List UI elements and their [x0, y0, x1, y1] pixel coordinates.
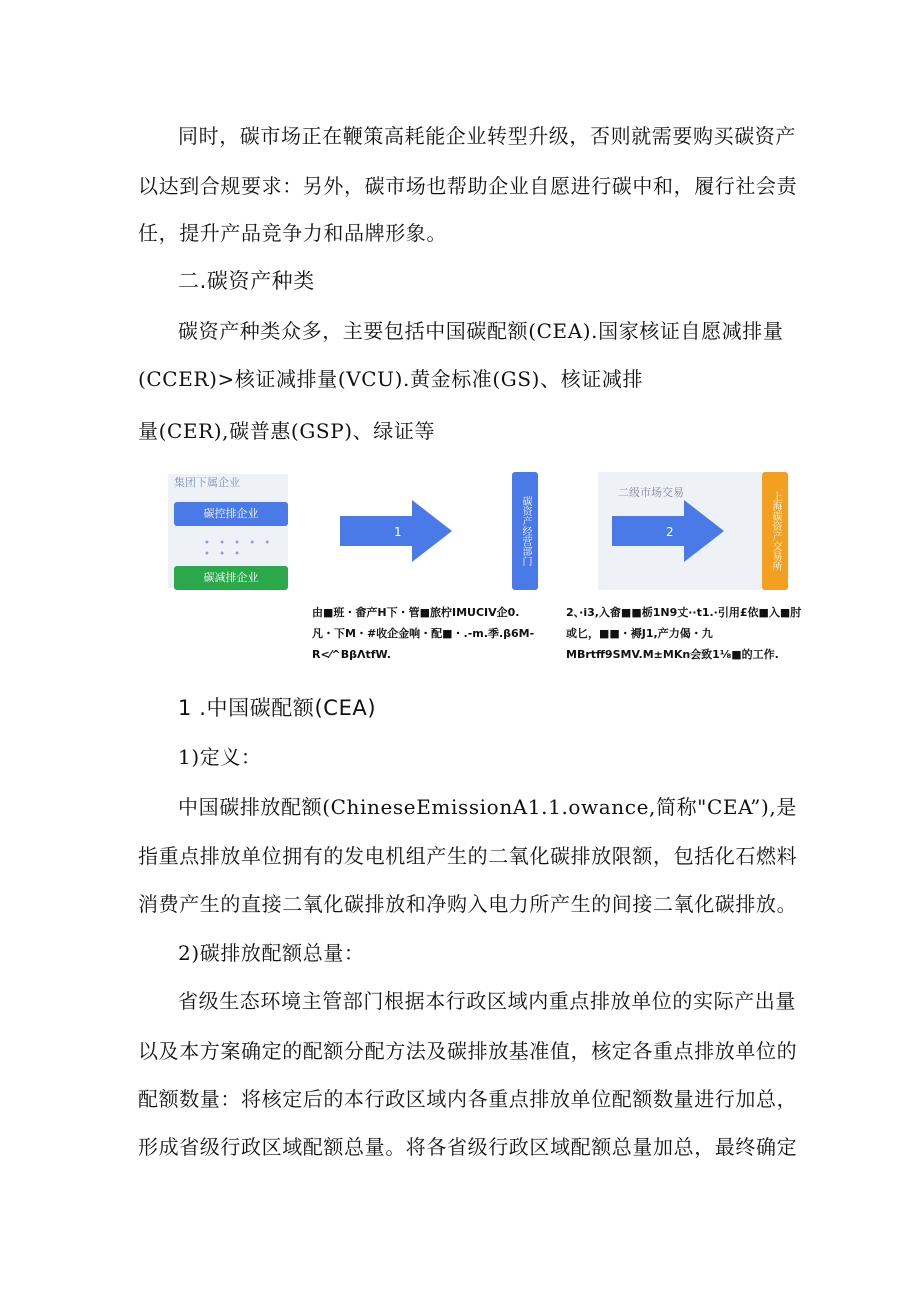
paragraph-total-line-1: 省级生态环境主管部门根据本行政区域内重点排放单位的实际产出量	[178, 989, 796, 1013]
figure-caption-left-1: 由■班・畲产H下・管■旅柠IMUCIV企0.	[312, 606, 520, 619]
definition-label: 1)定义：	[178, 745, 262, 769]
figure-caption-right-2: 或匕，■■・褥J1,产力偈・九	[566, 627, 713, 640]
total-quota-label: 2)碳排放配额总量：	[178, 941, 365, 965]
ellipsis-dots: • • • • • • • •	[204, 538, 274, 560]
group-enterprises-panel	[168, 474, 288, 588]
arrow-1-label: 1	[394, 525, 402, 539]
section-heading-carbon-asset-types: 二.碳资产种类	[178, 269, 315, 293]
emission-reduction-enterprise-box: 碳减排企业	[174, 566, 288, 590]
figure-caption-left-2: 凡・下M・#收企金响・配■・.-m.季.β6M-	[312, 627, 535, 640]
paragraph-cea-line-2: 指重点排放单位拥有的发电机组产生的二氧化碳排放限额，包括化石燃料	[138, 844, 798, 868]
secondary-market-title: 二级市场交易	[618, 486, 684, 499]
paragraph-total-line-3: 配额数量：将核定后的本行政区域内各重点排放单位配额数量进行加总，	[138, 1087, 798, 1111]
carbon-asset-dept-bar: 碳资产经营部门	[512, 472, 538, 590]
section-heading-cea: 1 .中国碳配额(CEA)	[178, 696, 377, 720]
paragraph-2-line-2: (CCER)>核证减排量(VCU).黄金标准(GS)、核证减排	[138, 367, 644, 391]
paragraph-total-line-2: 以及本方案确定的配额分配方法及碳排放基准值，核定各重点排放单位的	[138, 1039, 798, 1063]
paragraph-2-line-1: 碳资产种类众多，主要包括中国碳配额(CEA).国家核证自愿减排量	[178, 319, 784, 343]
paragraph-total-line-4: 形成省级行政区域配额总量。将各省级行政区域配额总量加总，最终确定	[138, 1135, 798, 1159]
figure-caption-left-3: R<⁄^BβΛtfW.	[312, 648, 391, 661]
carbon-asset-flow-figure	[160, 468, 800, 668]
arrow-2-label: 2	[666, 525, 674, 539]
paragraph-2-line-3: 量(CER),碳普惠(GSP)、绿证等	[138, 419, 436, 443]
paragraph-cea-line-3: 消费产生的直接二氧化碳排放和净购入电力所产生的间接二氧化碳排放。	[138, 892, 798, 916]
shanghai-exchange-bar: 上海碳资产交易所	[762, 472, 788, 590]
group-enterprises-title: 集团下属企业	[174, 476, 240, 489]
emission-control-enterprise-box: 碳控排企业	[174, 502, 288, 526]
paragraph-cea-line-1: 中国碳排放配额(ChineseEmissionA1.1.owance,简称"CEA”),是	[178, 795, 797, 819]
figure-caption-right-1: 2、·i3,入畲■■栃1N9丈··t1.·引用£依■入■肘	[566, 606, 802, 619]
figure-caption-right-3: MBrtff9SMV.M±MKn会致1⅛■的工作.	[566, 648, 779, 661]
paragraph-1-line-1: 同时，碳市场正在鞭策高耗能企业转型升级，否则就需要购买碳资产	[178, 124, 796, 148]
paragraph-1-line-3: 任，提升产品竞争力和品牌形象。	[138, 221, 447, 245]
paragraph-1-line-2: 以达到合规要求：另外，碳市场也帮助企业自愿进行碳中和，履行社会责	[138, 174, 798, 198]
